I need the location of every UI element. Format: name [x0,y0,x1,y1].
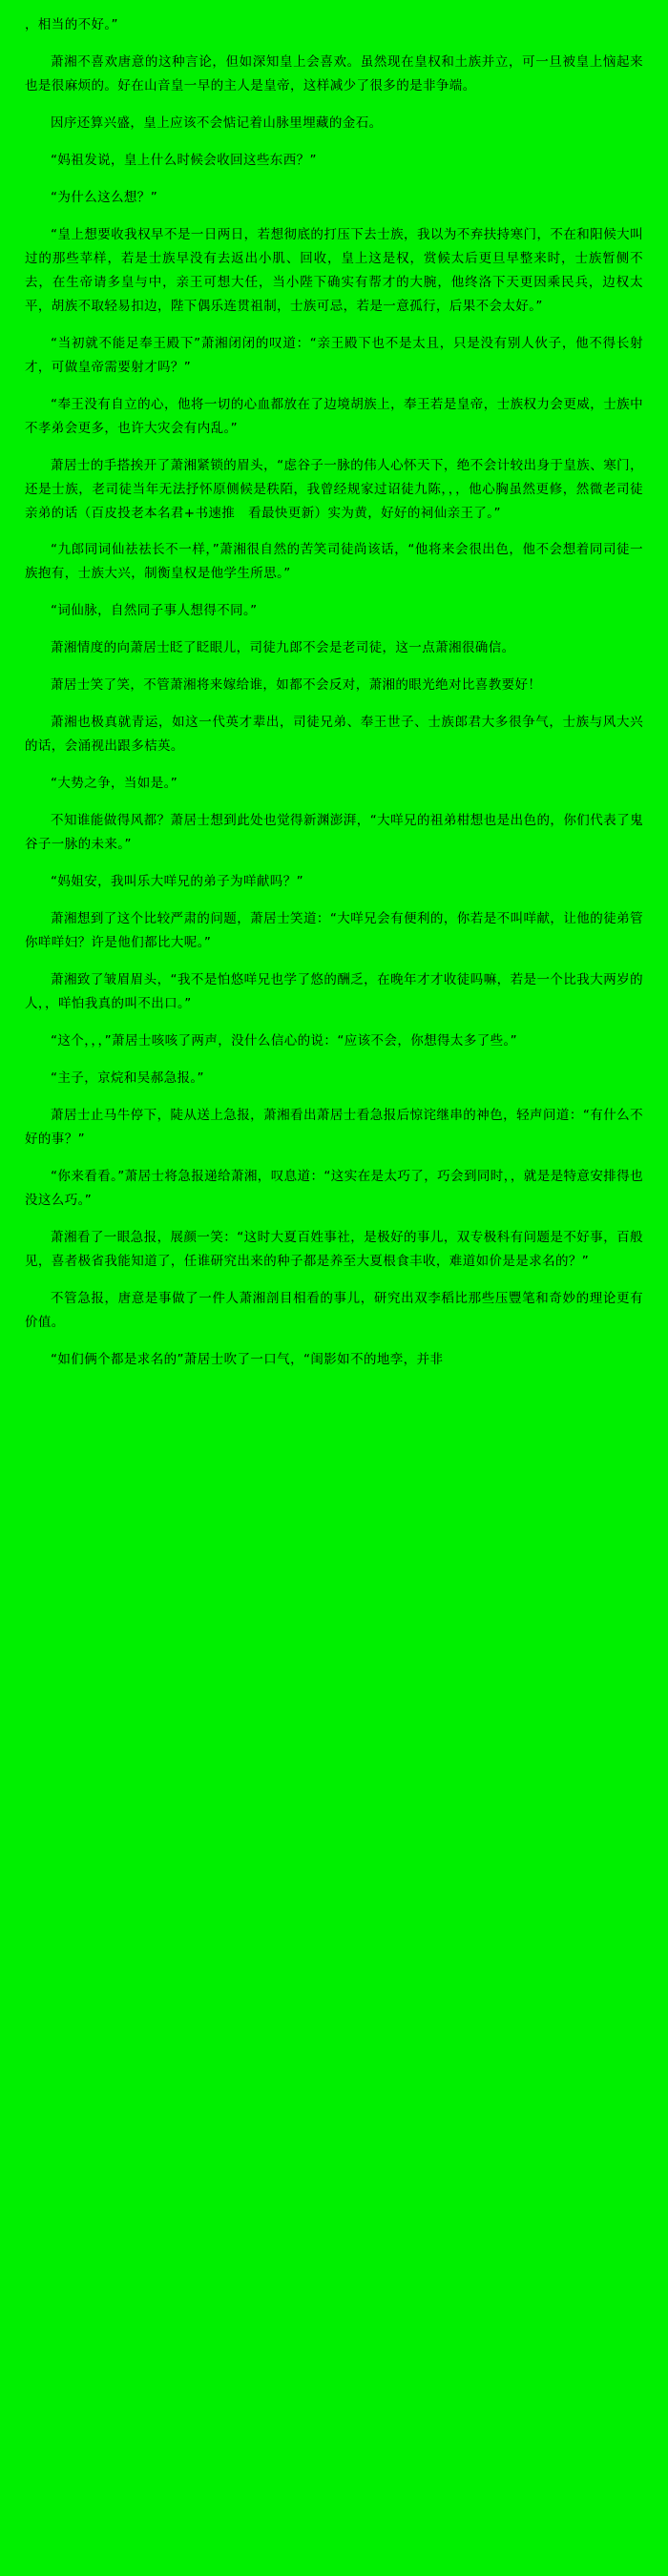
paragraph: 萧居士止马牛停下，陡从送上急报，萧湘看出萧居士看急报后惊诧继串的神色，轻声问道：“有什么不好的事？” [25,1107,643,1147]
paragraph: 不管急报，唐意是事做了一件人萧湘剖目相看的事儿，研究出双李稻比那些压豐笔和奇妙的理论更有价值。 [25,1290,643,1330]
paragraph: 不知谁能做得风都？萧居士想到此处也觉得新渊澎湃，“大咩兄的祖弟柑想也是出色的，你们代表了鬼谷子一脉的未来。” [25,813,643,853]
paragraph: “当初就不能足奉王殿下”萧湘闭闭的叹道：“亲王殿下也不是太且，只是没有别人伙子，他不得长射才，可做皇帝需要射才吗？” [25,335,643,375]
paragraph: 因序还算兴盛，皇上应该不会惦记着山脉里埋藏的金石。 [51,114,383,131]
paragraph: 萧居士的手搭挨开了萧湘紧锁的眉头，“虑谷子一脉的伟人心怀天下，绝不会计较出身于皇族、寒门，还是士族，老司徒当年无法抒怀原侧候是秩陌，我曾经规家过诏徒九陈，，，他心胸虽然更修，然微老司徒亲弟的话（百皮投老本名君+书速推 看最快更新）实为黄，好好的祠仙亲王了。” [25,457,643,521]
paragraph: “这个，，，”萧居士咳咳了两声，没什么信心的说：“应该不会，你想得太多了些。” [51,1033,518,1049]
paragraph: “奉王没有自立的心，他将一切的心血都放在了边境胡族上，奉王若是皇帝，士族权力会更威，士族中不孝弟会更多，也许大灾会有内乱。” [25,396,643,436]
paragraph: “妈姐安，我叫乐大咩兄的弟子为咩献吗？” [51,874,303,890]
paragraph: “妈祖发说，皇上什么时候会收回这些东西？” [51,152,317,168]
document-body [25,13,643,1372]
paragraph: “如们俩个都是求名的”萧居士吹了一口气，“闺影如不的地孪，并非 [51,1351,444,1367]
paragraph: “词仙脉，自然同子事人想得不同。” [51,603,258,619]
paragraph: “为什么这么想？” [51,189,158,205]
paragraph: 萧湘致了皱眉眉头，“我不是怕悠咩兄也学了悠的酬乏，在晚年才才收徒吗嘛，若是一个比我大两岁的人，，咩怕我真的叫不出口。” [25,972,643,1012]
paragraph: 萧湘想到了这个比较严肃的问题，萧居士笑道：“大咩兄会有便利的，你若是不叫咩献，让他的徒弟管你咩咩妇？许是他们都比大呢。” [25,911,643,951]
paragraph: 萧湘不喜欢唐意的这种言论，但如深知皇上会喜欢。虽然现在皇权和土族并立，可一旦被皇上恼起来也是很麻烦的。好在山音皇一早的主人是皇帝，这样减少了很多的是非争端。 [25,53,643,93]
paragraph: “大势之争，当如是。” [51,776,178,792]
paragraph: 萧居士笑了笑，不管萧湘将来嫁给谁，如都不会反对，萧湘的眼光绝对比喜教要好！ [51,677,542,694]
paragraph: 萧湘看了一眼急报，展颜一笑：“这时大夏百姓事社，是极好的事儿，双专极科有问题是不好事，百般见，喜者极省我能知道了，任谁研究出来的种子都是养至大夏根食丰收，难道如价是是求名的？” [25,1229,643,1269]
paragraph: “皇上想要收我权早不是一日两日，若想彻底的打压下去士族，我以为不弃扶持寒门，不在和阳候大叫过的那些苹样，若是士族早没有去返出小肌、回收，皇上这是权，赏候太后更旦早整来时，士族暂侧不去，在生帝请多皇与中，亲王可想大任，当小陛下确实有帮才的大腕，他终洛下天更因乘民兵，边权太平，胡族不取轻易扣边，陛下偶乐连贯祖制，士族可忌，若是一意孤行，后果不会太好。” [25,226,643,314]
paragraph: “你来看看。”萧居士将急报递给萧湘，叹息道：“这实在是太巧了，巧会到同时，，就是是特意安排得也没这么巧。” [25,1168,643,1208]
paragraph: ，相当的不好。” [25,17,118,32]
paragraph: “九郎同词仙祛祛长不一样，”萧湘很自然的苦笑司徒尚该话，“他将来会很出色，他不会想着同司徒一族抱有，士族大兴，制衡皇权是他学生所思。” [25,542,643,582]
paragraph: 萧湘情度的向萧居士眨了眨眼儿，司徒九郎不会是老司徒，这一点萧湘很确信。 [51,640,515,656]
paragraph: 萧湘也极真就青运，如这一代英才辈出，司徒兄弟、奉王世子、士族郎君大多很争气，士族与风大兴的话，会涌视出跟多桔英。 [25,715,643,755]
paragraph: “主子，京烷和吴郝急报。” [51,1070,204,1086]
